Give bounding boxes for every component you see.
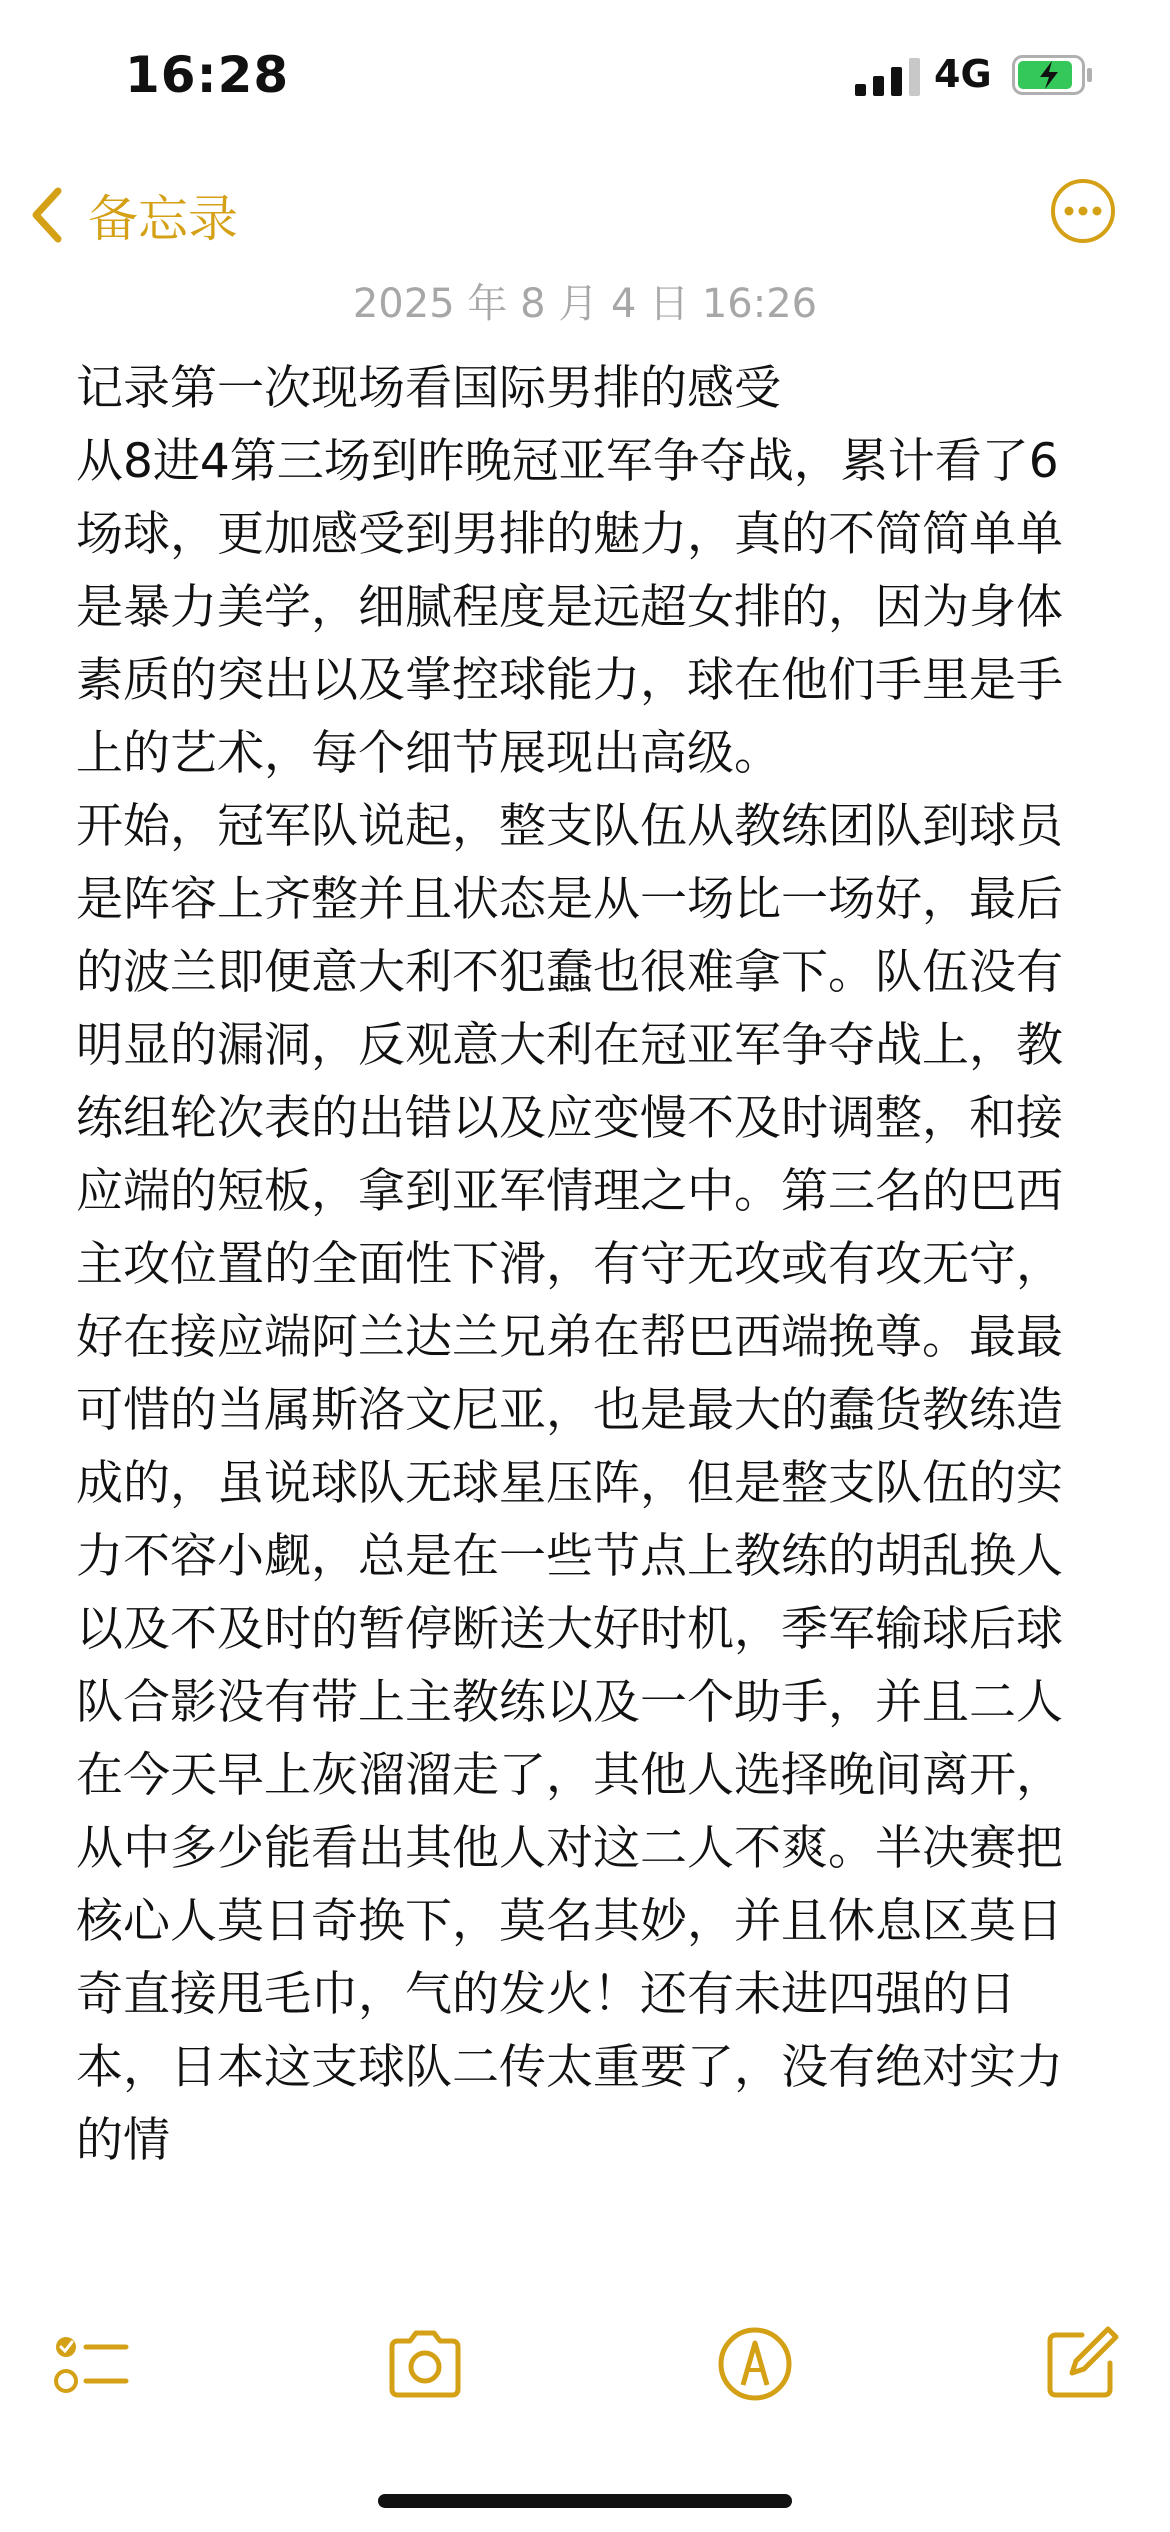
note-date: 2025 年 8 月 4 日 16:26 [352,281,818,327]
checklist-icon[interactable] [52,2325,130,2403]
network-type: 4G [934,52,992,96]
chevron-left-icon [28,185,66,245]
camera-icon[interactable] [386,2325,464,2403]
back-label: 备忘录 [88,190,238,248]
ellipsis-circle-icon[interactable] [1050,178,1116,244]
markup-pen-icon[interactable] [716,2325,794,2403]
navigation-bar [0,150,1170,270]
status-time: 16:28 [125,46,290,104]
signal-icon [855,58,923,96]
status-bar [0,0,1170,150]
back-button[interactable] [28,180,238,250]
battery-charging-icon [1012,55,1094,95]
home-indicator [378,2494,792,2508]
note-body[interactable]: 记录第一次现场看国际男排的感受 从8进4第三场到昨晚冠亚军争夺战，累计看了6场球，更加感受到男排的魅力，真的不简简单单是暴力美学，细腻程度是远超女排的，因为身体素质的突出以及掌控球能力，球在他们手里是手上的艺术，每个细节展现出高级。 开始，冠军队说起，整支队伍从教练团队到球员是阵容上齐整并且状态是从一场比一场好，最后的波兰即便意大利不犯蠢也很难拿下。队伍没有明显的漏洞，反观意大利在冠亚军争夺战上，教练组轮次表的出错以及应变慢不及时调整，和接应端的短板，拿到亚军情理之中。第三名的巴西主攻位置的全面性下滑，有守无攻或有攻无守，好在接应端阿兰达兰兄弟在帮巴西端挽尊。最最可惜的当属斯洛文尼亚，也是最大的蠢货教练造成的，虽说球队无球星压阵，但是整支队伍的实力不容小觑，总是在一些节点上教练的胡乱换人以及不及时的暂停断送大好时机，季军输球后球队合影没有带上主教练以及一个助手，并且二人在今天早上灰溜溜走了，其他人选择晚间离开，从中多少能看出其他人对这二人不爽。半决赛把核心人莫日奇换下，莫名其妙，并且休息区莫日奇直接甩毛巾，气的发火！还有未进四强的日本，日本这支球队二传太重要了，没有绝对实力的情 [76,361,1063,2168]
compose-icon[interactable] [1042,2325,1120,2403]
